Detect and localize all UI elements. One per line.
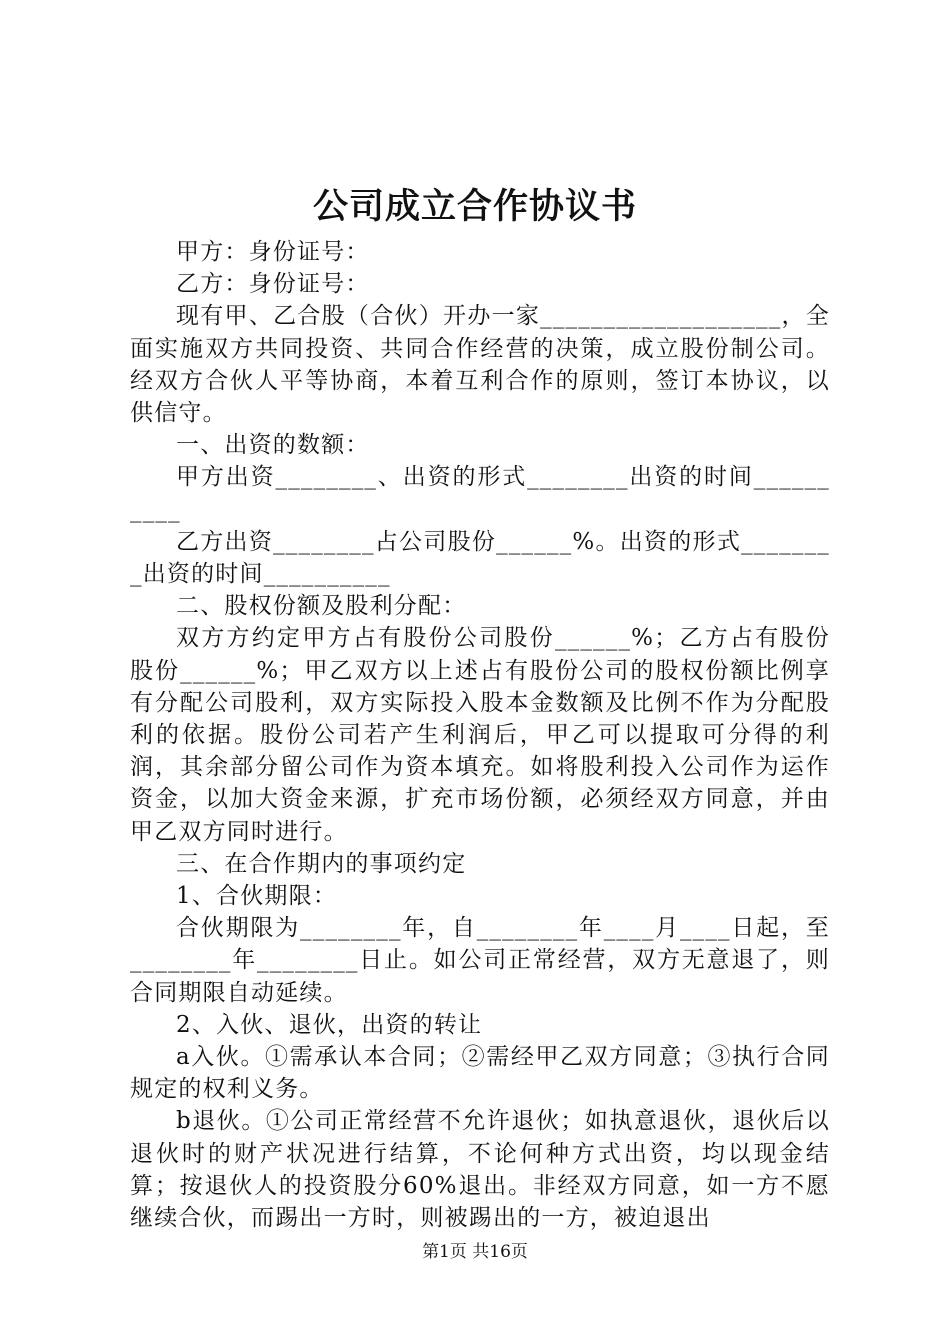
paragraph-party-a-investment: 甲方出资________、出资的形式________出资的时间__________ xyxy=(130,464,830,523)
paragraph-withdraw: b退伙。①公司正常经营不允许退伙；如执意退伙，退伙后以退伙时的财产状况进行结算，不论何种方式出资，均以现金结算；按退伙人的投资股分60%退出。非经双方同意，如一方不愿继续合伙，而踢出一方时，则被踢出的一方，被迫退出 xyxy=(130,1108,830,1232)
paragraph-party-b: 乙方：身份证号： xyxy=(176,271,370,298)
document-body xyxy=(130,236,830,1234)
section-heading-equity: 二、股权份额及股利分配： xyxy=(176,593,467,620)
section-heading-matters: 三、在合作期内的事项约定 xyxy=(176,850,467,877)
paragraph-equity: 双方方约定甲方占有股份公司股份______%；乙方占有股份股份______%；甲乙双方以上述占有股份公司的股权份额比例享有分配公司股利，双方实际投入股本金数额及比例不作为分配股利的依据。股份公司若产生利润后，甲乙可以提取可分得的利润，其余部分留公司作为资本填充。如将股利投入公司作为运作资金，以加大资金来源，扩充市场份额，必须经双方同意，并由甲乙双方同时进行。 xyxy=(130,625,830,845)
section-heading-investment: 一、出资的数额： xyxy=(176,432,370,459)
paragraph-party-b-investment: 乙方出资________占公司股份______%。出资的形式________出资的时间__________ xyxy=(130,528,830,588)
page-footer: 第1页 共16页 xyxy=(422,1242,528,1262)
document-title: 公司成立合作协议书 xyxy=(312,186,637,227)
paragraph-term: 合伙期限为________年，自________年____月____日起，至________年________日止。如公司正常经营，双方无意退了，则合同期限自动延续。 xyxy=(130,915,830,1006)
subheading-transfer: 2、入伙、退伙，出资的转让 xyxy=(176,1011,483,1038)
paragraph-intro: 现有甲、乙合股（合伙）开办一家___________________，全面实施双方共同投资、共同合作经营的决策，成立股份制公司。经双方合伙人平等协商，本着互利合作的原则，签订本协议，以供信守。 xyxy=(130,303,830,427)
paragraph-party-a: 甲方：身份证号： xyxy=(176,239,370,265)
paragraph-join: a入伙。①需承认本合同；②需经甲乙双方同意；③执行合同规定的权利义务。 xyxy=(130,1044,830,1103)
subheading-term: 1、合伙期限： xyxy=(176,883,338,910)
